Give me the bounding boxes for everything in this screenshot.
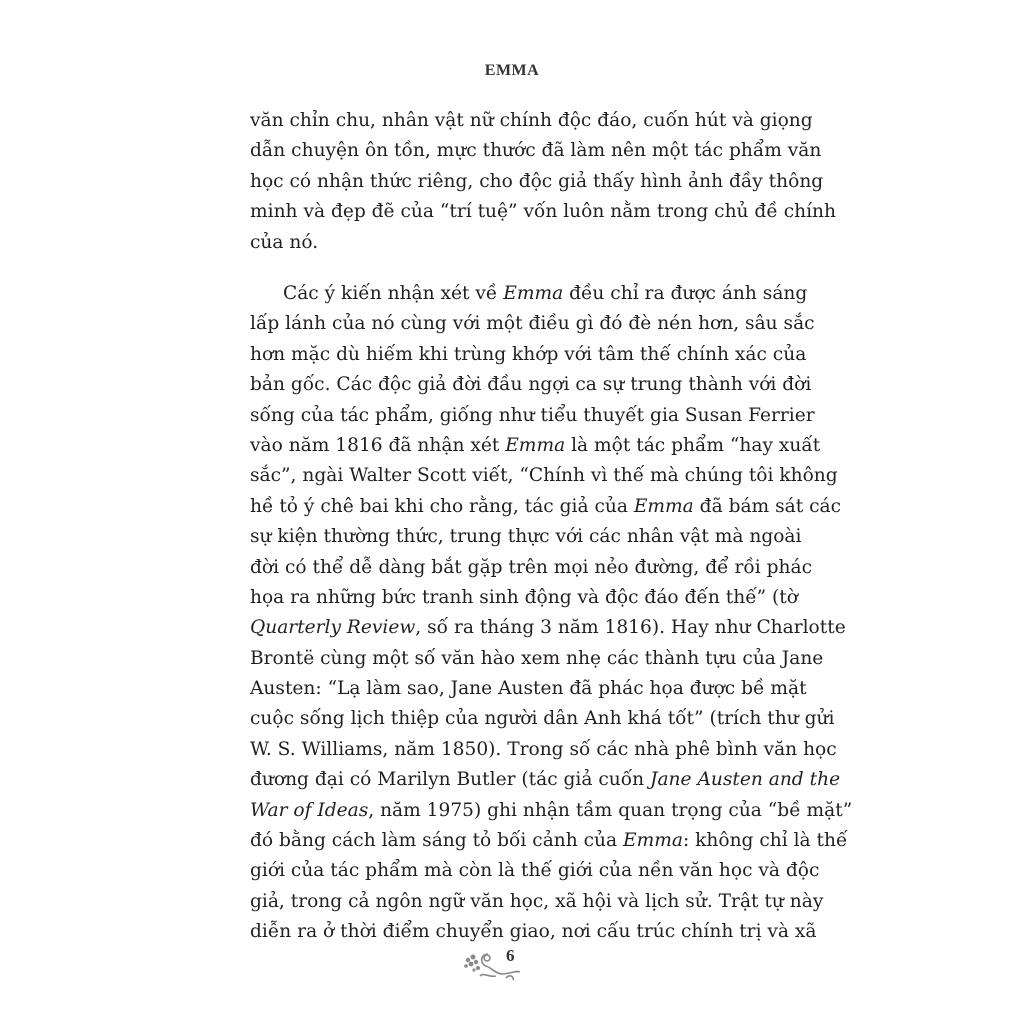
text-segment: họa ra những bức tranh sinh động và độc đáo đến thế” (tờ <box>250 586 798 608</box>
text-line <box>250 370 812 400</box>
text-segment: hề tỏ ý chê bai khi cho rằng, tác giả của <box>250 495 634 517</box>
text-line <box>250 279 808 309</box>
text-segment: dẫn chuyện ôn tồn, mực thước đã làm nên một tác phẩm văn <box>250 140 822 162</box>
text-line <box>250 309 815 339</box>
text-segment: minh và đẹp đẽ của “trí tuệ” vốn luôn nằm trong chủ đề chính <box>250 201 836 223</box>
text-line <box>250 522 802 552</box>
text-segment: bản gốc. Các độc giả đời đầu ngợi ca sự trung thành với đời <box>250 374 812 396</box>
text-line <box>250 106 813 136</box>
text-line <box>250 553 813 583</box>
text-line <box>250 796 853 826</box>
page-number: 6 <box>506 946 515 965</box>
text-segment: sắc”, ngài Walter Scott viết, “Chính vì thế mà chúng tôi không <box>250 465 838 487</box>
text-segment: văn chỉn chu, nhân vật nữ chính độc đáo, cuốn hút và giọng <box>250 110 813 131</box>
text-line <box>250 765 841 795</box>
text-segment: của nó. <box>250 231 319 253</box>
italic-text: Emma <box>505 434 566 456</box>
text-line <box>250 167 824 197</box>
text-line <box>250 613 846 643</box>
text-segment: W. S. Williams, năm 1850). Trong số các nhà phê bình văn học <box>250 738 837 760</box>
text-line <box>250 228 774 258</box>
text-line <box>250 917 817 947</box>
text-segment: lấp lánh của nó cùng với một điều gì đó đè nén hơn, sâu sắc <box>250 313 815 335</box>
text-segment: cuộc sống lịch thiệp của người dân Anh khá tốt” (trích thư gửi <box>250 708 835 730</box>
text-segment: giới của tác phẩm mà còn là thế giới của nền văn học và độc <box>250 860 820 882</box>
text-line <box>250 401 815 431</box>
text-segment: hơn mặc dù hiếm khi trùng khớp với tâm thế chính xác của <box>250 343 807 365</box>
paragraph-1 <box>250 106 836 258</box>
text-segment: Austen: “Lạ làm sao, Jane Austen đã phác họa được bề mặt <box>250 678 807 700</box>
text-line <box>250 136 822 166</box>
text-line <box>250 735 837 765</box>
text-segment: đời có thể dễ dàng bắt gặp trên mọi nẻo đường, để rồi phác <box>250 556 813 578</box>
text-segment: đều chỉ ra được ánh sáng <box>563 283 808 304</box>
page-footer <box>466 946 566 986</box>
italic-text: Emma <box>623 830 683 852</box>
text-line <box>250 197 836 227</box>
italic-text: Emma <box>503 283 564 304</box>
floral-flourish-icon <box>462 948 526 988</box>
text-segment: giả, trong cả ngôn ngữ văn học, xã hội và lịch sử. Trật tự này <box>250 890 824 912</box>
italic-text: Jane Austen and the <box>650 769 841 791</box>
italic-text: Emma <box>633 495 694 517</box>
text-segment: , năm 1975) ghi nhận tầm quan trọng của “bề mặt” <box>368 799 853 821</box>
italic-text: War of Ideas <box>250 799 369 821</box>
text-line <box>250 340 807 370</box>
text-line <box>250 826 848 856</box>
text-segment: đương đại có Marilyn Butler (tác giả cuốn <box>250 769 651 791</box>
italic-text: Quarterly Review <box>250 617 416 639</box>
text-line <box>250 431 821 461</box>
text-segment: là một tác phẩm “hay xuất <box>565 434 821 456</box>
text-line <box>250 887 824 917</box>
text-line <box>250 492 842 522</box>
text-segment: diễn ra ở thời điểm chuyển giao, nơi cấu trúc chính trị và xã <box>250 921 817 943</box>
text-segment: học có nhận thức riêng, cho độc giả thấy hình ảnh đầy thông <box>250 170 824 192</box>
running-header-title: EMMA <box>484 62 540 79</box>
text-segment: , số ra tháng 3 năm 1816). Hay như Charlotte <box>415 617 846 639</box>
text-segment: đã bám sát các <box>693 495 842 517</box>
text-segment: vào năm 1816 đã nhận xét <box>250 434 506 456</box>
text-segment: Brontë cùng một số văn hào xem nhẹ các thành tựu của Jane <box>250 647 824 669</box>
text-line <box>250 856 820 886</box>
text-segment: đó bằng cách làm sáng tỏ bối cảnh của <box>250 830 624 852</box>
text-line <box>250 704 835 734</box>
paragraph-2 <box>250 279 853 948</box>
text-line <box>250 644 824 674</box>
text-segment: sự kiện thường thức, trung thực với các nhân vật mà ngoài <box>250 526 802 548</box>
text-segment: sống của tác phẩm, giống như tiểu thuyết gia Susan Ferrier <box>250 404 815 426</box>
text-line <box>250 461 838 491</box>
text-segment: Các ý kiến nhận xét về <box>283 283 504 304</box>
text-line <box>250 583 798 613</box>
text-line <box>250 674 807 704</box>
text-segment: : không chỉ là thế <box>682 830 848 852</box>
